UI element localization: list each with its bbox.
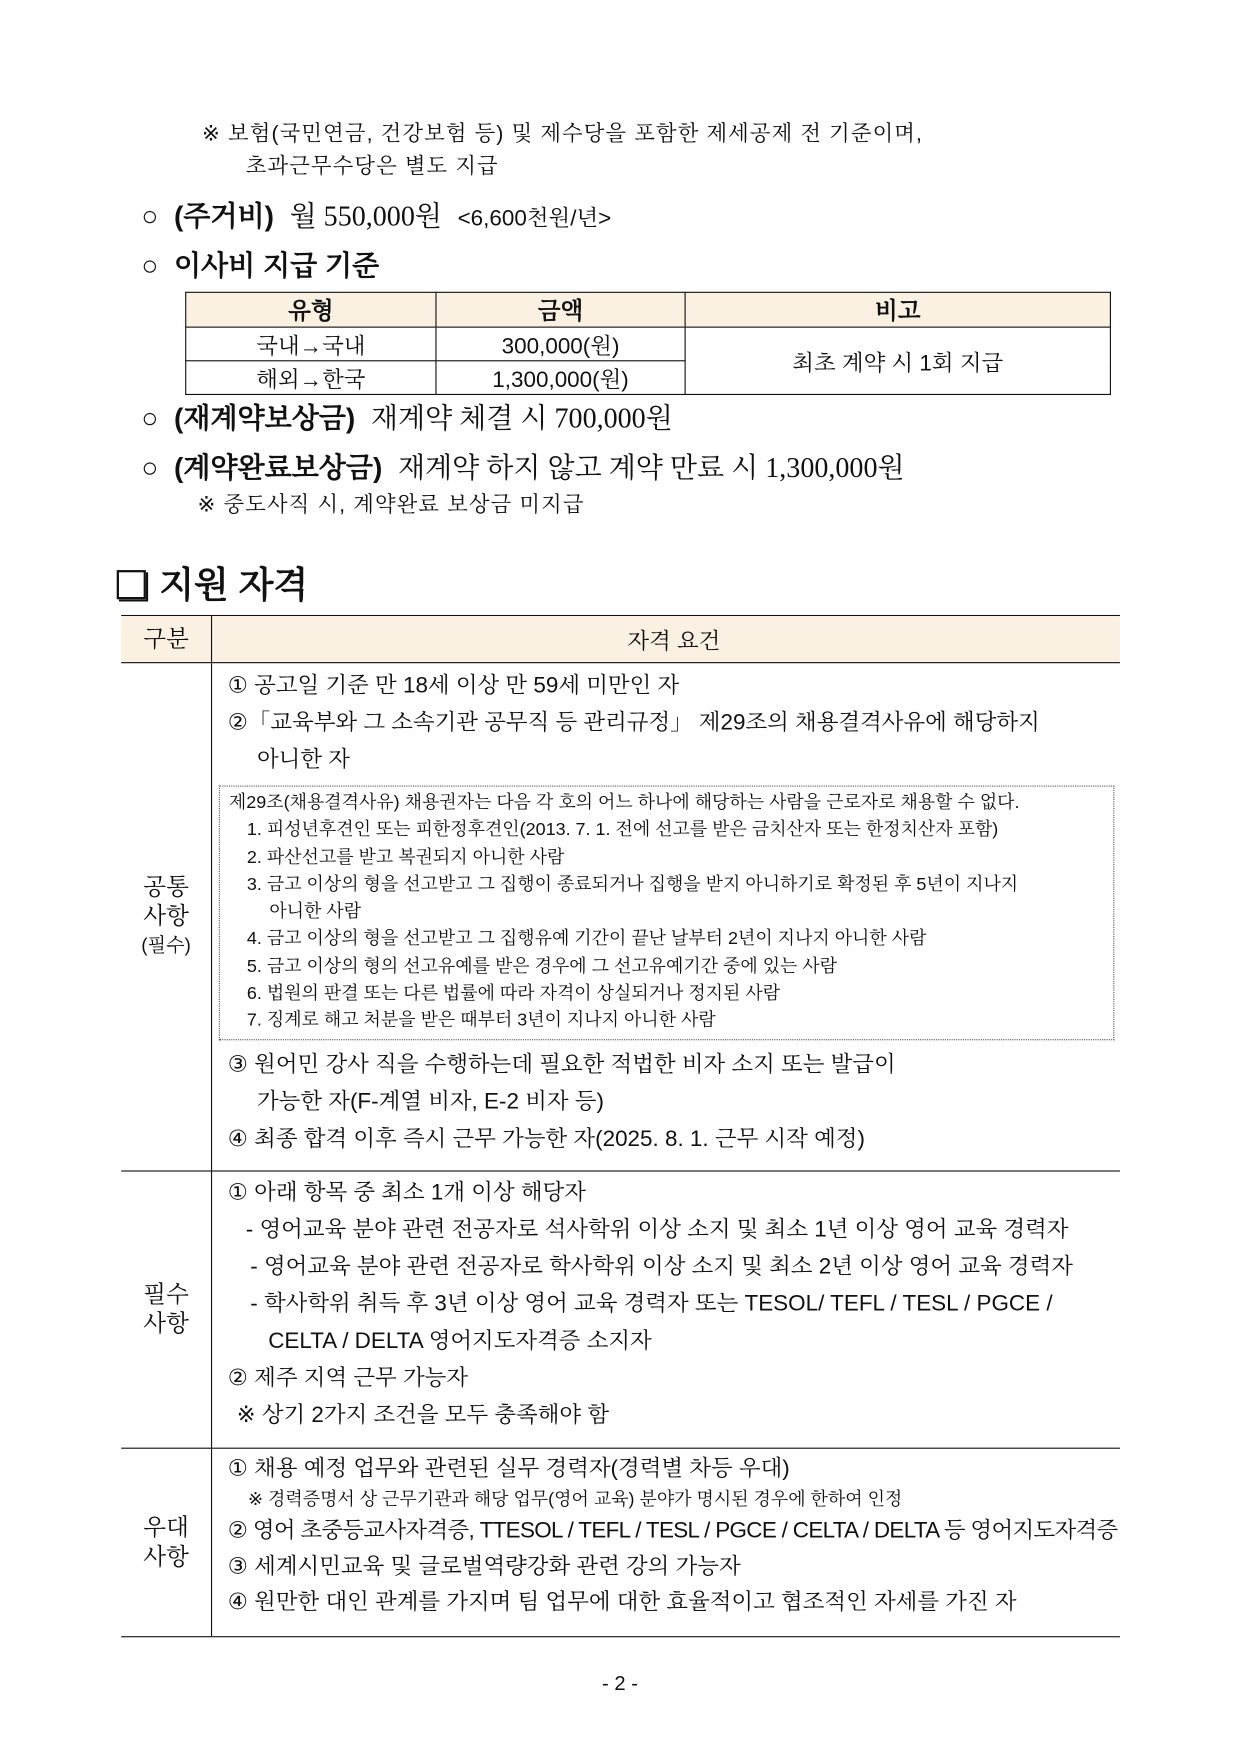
checkbox-square-icon — [117, 570, 146, 599]
renewal-label: (재계약보상금) — [173, 402, 356, 435]
renewal-text: 재계약 체결 시 700,000원 — [370, 403, 673, 435]
page-number: - 2 - — [602, 1672, 638, 1695]
requirement: CELTA / DELTA 영어지도자격증 소지자 — [268, 1328, 652, 1354]
moving-expense-table — [185, 292, 1111, 395]
salary-note-line1: ※ 보험(국민연금, 건강보험 등) 및 제수당을 포함한 제세공제 전 기준이며, — [201, 122, 924, 146]
moving-title-item — [141, 244, 379, 284]
law-line: 7. 징계로 해고 처분을 받은 때부터 3년이 지나지 아니한 사람 — [246, 1011, 716, 1031]
required-row — [121, 1172, 1120, 1449]
housing-item — [141, 194, 611, 234]
amount-cell: 1,300,000(원) — [436, 361, 685, 395]
law-line: 5. 금고 이상의 형의 선고유예를 받은 경우에 그 선고유예기간 중에 있는 사람 — [246, 956, 838, 977]
qualification-table — [121, 615, 1120, 1637]
requirement: ③ 세계시민교육 및 글로벌역량강화 관련 강의 가능자 — [227, 1554, 741, 1579]
header-type: 유형 — [186, 292, 436, 327]
law-line: 아니한 사람 — [269, 902, 362, 922]
requirement: ※ 상기 2가지 조건을 모두 충족해야 함 — [236, 1402, 610, 1428]
preferred-row — [121, 1449, 1120, 1636]
category-line: 공통 — [143, 874, 189, 901]
category-line: 우대 — [143, 1514, 189, 1541]
law-line: 6. 법원의 판결 또는 다른 법률에 따라 자격이 상실되거나 정지된 사람 — [246, 984, 781, 1004]
table-row — [186, 327, 1111, 361]
category-line: 사항 — [143, 903, 189, 930]
completion-note: ※ 중도사직 시, 계약완료 보상금 미지급 — [197, 493, 585, 518]
renewal-item — [141, 396, 672, 436]
salary-note-line2: 초과근무수당은 별도 지급 — [245, 154, 499, 179]
remark-cell: 최초 계약 시 1회 지급 — [685, 327, 1110, 394]
completion-item — [141, 446, 904, 486]
bullet: ○ — [141, 250, 159, 282]
category-line: 필수 — [143, 1281, 189, 1308]
category-line: (필수) — [141, 934, 191, 957]
required-requirements — [212, 1172, 1120, 1448]
requirement: ③ 원어민 강사 직을 수행하는데 필요한 적법한 비자 소지 또는 발급이 — [227, 1052, 896, 1077]
header-amount: 금액 — [436, 292, 685, 327]
moving-title: 이사비 지급 기준 — [173, 250, 380, 282]
law-line: 3. 금고 이상의 형을 선고받고 그 집행이 종료되거나 집행을 받지 아니하기로 확정된 후 5년이 지나지 — [246, 875, 1019, 895]
housing-annual: <6,600천원/년> — [457, 206, 612, 232]
type-cell: 국내→국내 — [186, 327, 436, 361]
requirement-note: ※ 경력증명서 상 근무기관과 해당 업무(영어 교육) 분야가 명시된 경우에 한하여 인정 — [248, 1490, 903, 1510]
requirement: ② 제주 지역 근무 가능자 — [227, 1365, 469, 1391]
common-row — [121, 663, 1120, 1171]
law-line: 4. 금고 이상의 형을 선고받고 그 집행유예 기간이 끝난 날부터 2년이 지나지 아니한 사람 — [246, 929, 927, 949]
bullet: ○ — [141, 452, 159, 484]
requirement: ① 채용 예정 업무와 관련된 실무 경력자(경력별 차등 우대) — [227, 1456, 790, 1482]
section-heading — [117, 557, 308, 609]
completion-label: (계약완료보상금) — [173, 452, 383, 484]
preferred-requirements — [212, 1449, 1120, 1636]
requirement: - 학사학위 취득 후 3년 이상 영어 교육 경력자 또는 TESOL/ TEFL / TESL / PGCE / — [250, 1291, 1053, 1317]
amount-cell: 300,000(원) — [436, 327, 685, 361]
requirement: - 영어교육 분야 관련 전공자로 학사학위 이상 소지 및 최소 2년 이상 영어 교육 경력자 — [250, 1254, 1073, 1280]
common-requirements — [212, 663, 1120, 1170]
completion-text: 재계약 하지 않고 계약 만료 시 1,300,000원 — [397, 453, 905, 484]
type-cell: 해외→한국 — [186, 361, 436, 395]
law-line: 제29조(채용결격사유) 채용권자는 다음 각 호의 어느 하나에 해당하는 사람을 근로자로 채용할 수 없다. — [228, 793, 1020, 813]
requirement: 가능한 자(F-계열 비자, E-2 비자 등) — [256, 1089, 604, 1114]
requirement: ④ 원만한 대인 관계를 가지며 팀 업무에 대한 효율적이고 협조적인 자세를 가진 자 — [227, 1590, 1017, 1615]
bullet: ○ — [141, 402, 159, 435]
common-category — [121, 663, 212, 1170]
table-header-row — [121, 616, 1120, 663]
bullet: ○ — [141, 200, 159, 233]
header-remark: 비고 — [685, 292, 1110, 327]
housing-text: 월 550,000원 — [289, 201, 442, 233]
law-excerpt-box — [219, 786, 1115, 1040]
housing-label: (주거비) — [173, 200, 274, 233]
requirement: ① 공고일 기준 만 18세 이상 만 59세 미만인 자 — [227, 673, 680, 699]
category-line: 사항 — [143, 1543, 189, 1570]
requirement: ① 아래 항목 중 최소 1개 이상 해당자 — [227, 1180, 586, 1206]
header-requirements: 자격 요건 — [627, 629, 721, 655]
requirement: ② 영어 초중등교사자격증, TTESOL / TEFL / TESL / PGCE / CELTA / DELTA 등 영어지도자격증 — [227, 1518, 1118, 1544]
header-category: 구분 — [121, 616, 212, 662]
requirement: 아니한 자 — [256, 747, 350, 773]
law-line: 2. 파산선고를 받고 복권되지 아니한 사람 — [246, 847, 565, 868]
requirement: - 영어교육 분야 관련 전공자로 석사학위 이상 소지 및 최소 1년 이상 영어 교육 경력자 — [245, 1217, 1069, 1243]
law-line: 1. 피성년후견인 또는 피한정후견인(2013. 7. 1. 전에 선고를 받은 금치산자 또는 한정치산자 포함) — [246, 820, 999, 840]
preferred-category — [121, 1449, 212, 1636]
required-category — [121, 1172, 212, 1448]
requirement: ④ 최종 합격 이후 즉시 근무 가능한 자(2025. 8. 1. 근무 시작 예정) — [227, 1126, 865, 1152]
requirement: ②「교육부와 그 소속기관 공무직 등 관리규정」 제29조의 채용결격사유에 해당하지 — [227, 710, 1040, 736]
section-title: 지원 자격 — [159, 564, 309, 605]
category-line: 사항 — [143, 1310, 189, 1337]
